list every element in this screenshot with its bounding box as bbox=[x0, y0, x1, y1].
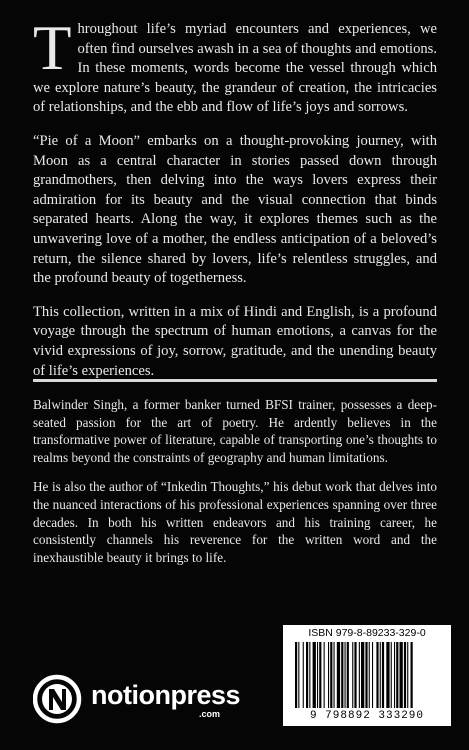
drop-cap: T bbox=[33, 13, 72, 83]
blurb-paragraph bbox=[33, 13, 437, 118]
blurb-paragraph-2: “Pie of a Moon” embarks on a thought-provoking journey, with Moon as a central character in stories passed down through grandmothers, then delving into the ways lovers express their admiration for its beauty and the visual connection that binds separated hearts. Along the way, it explores themes such as the unwavering love of a mother, the endless anticipation of a beloved’s return, the silence shared by lovers, life’s relentless struggles, and the profound beauty of togetherness. bbox=[33, 132, 437, 287]
author-bio bbox=[33, 396, 437, 578]
barcode-graphic bbox=[291, 642, 443, 708]
author-bio-paragraph-2: He is also the author of “Inkedin Thoughts,” his debut work that delves into the nuanced interactions of his professional experiences spanning over three decades. In both his written endeavors and his training career, he consistently channels his reverence for the written word and the inexhaustible beauty it brings to life. bbox=[33, 479, 437, 565]
isbn-barcode-box bbox=[283, 625, 451, 726]
barcode-digits: 9 798892 333290 bbox=[309, 710, 425, 722]
blurb-paragraph-3: This collection, written in a mix of Hindi and English, is a profound voyage through the spectrum of human emotions, a canvas for the vivid expressions of joy, sorrow, gratitude, and the unending beauty of life’s experiences. bbox=[33, 303, 437, 379]
author-bio-paragraph-1: Balwinder Singh, a former banker turned BFSI trainer, possesses a deep-seated passion for the art of poetry. He ardently believes in the transformative power of literature, capable of transporting one’s thoughts to realms beyond the constraints of geography and human limitations. bbox=[33, 397, 437, 465]
book-blurb bbox=[33, 13, 437, 395]
notionpress-n-icon bbox=[33, 672, 83, 726]
publisher-name: notionpress bbox=[91, 680, 241, 710]
publisher-suffix: .com bbox=[199, 709, 221, 719]
isbn-label: ISBN 979-8-89233-329-0 bbox=[308, 627, 426, 639]
section-divider bbox=[33, 379, 437, 382]
blurb-paragraph-1-text: hroughout life’s myriad encounters and experiences, we often find ourselves awash in a sea of thoughts and emotions. In these moments, words become the vessel through which we explore nature’s beauty, the grandeur of creation, the intricacies of relationships, and the ebb and flow of life’s joys and sorrows. bbox=[33, 21, 437, 116]
